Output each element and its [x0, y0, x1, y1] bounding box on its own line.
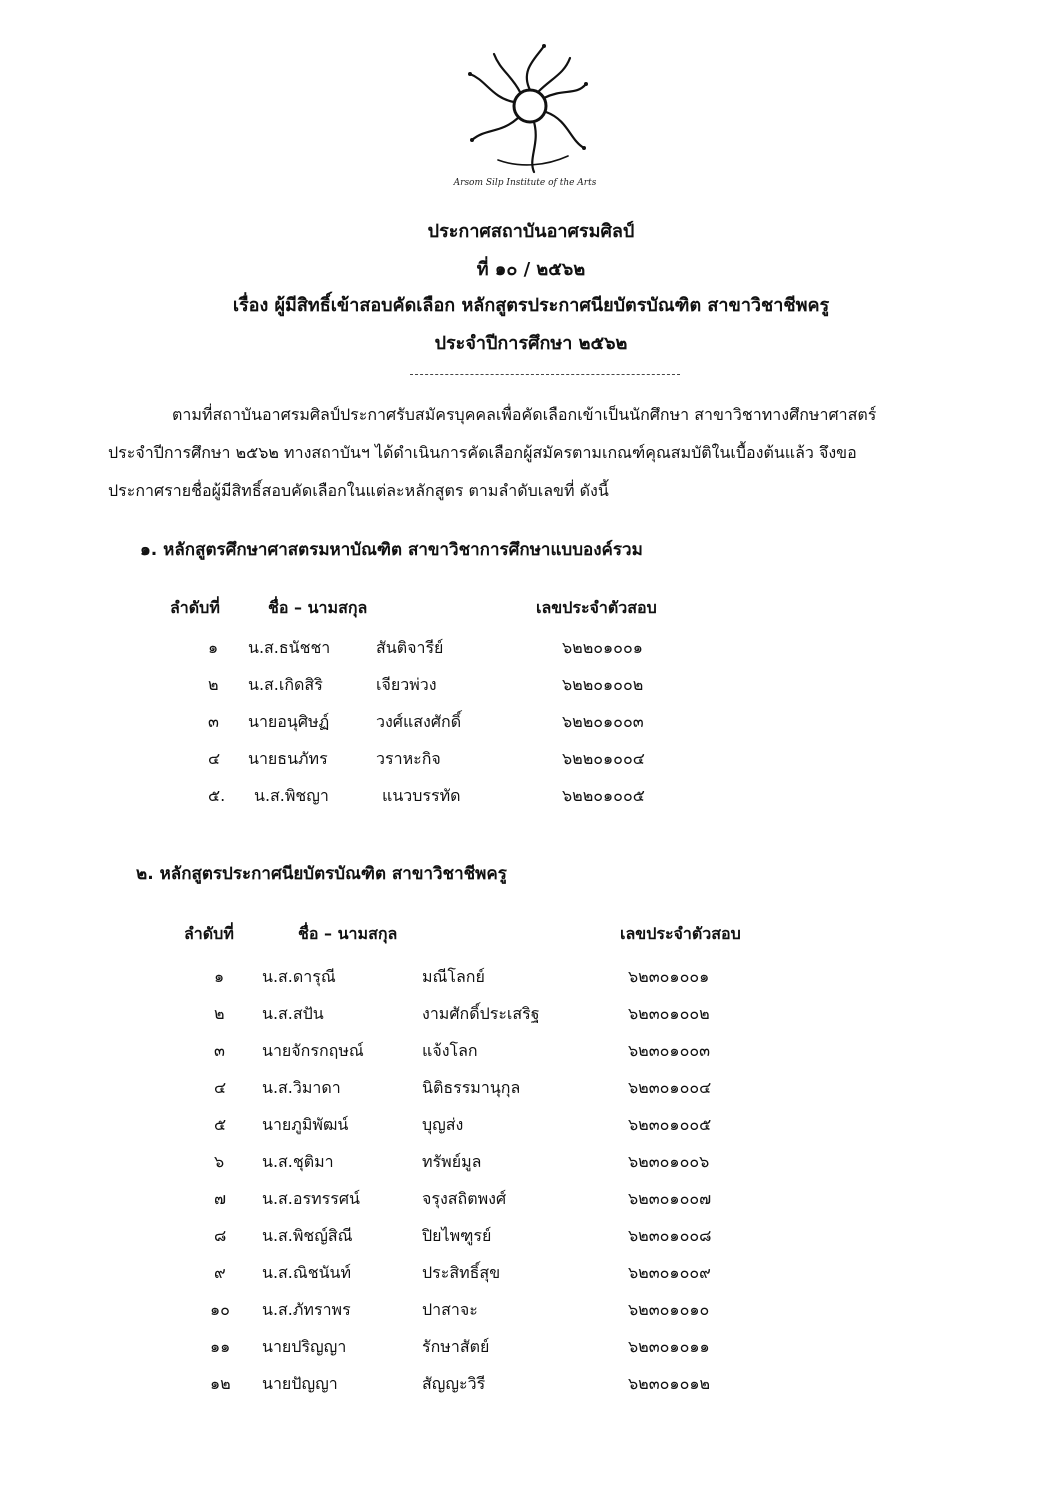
announcement-subject: เรื่อง ผู้มีสิทธิ์เข้าสอบคัดเลือก หลักสูตรประกาศนียบัตรบัณฑิต สาขาวิชาชีพครู [232, 295, 830, 316]
row-number: ๓ [214, 1041, 225, 1060]
row-exam-id: ๖๒๓๐๑๐๐๗ [628, 1189, 712, 1208]
row-exam-id: ๖๒๓๐๑๐๐๕ [628, 1115, 712, 1134]
row-number: ๑ [214, 967, 225, 986]
row-number: ๒ [214, 1004, 225, 1023]
table-row [0, 710, 1062, 746]
intro-line-2: ประจำปีการศึกษา ๒๕๖๒ ทางสถาบันฯ ได้ดำเนินการคัดเลือกผู้สมัครตามเกณฑ์คุณสมบัติในเบื้องต้นแล้ว จึงขอ [108, 443, 857, 462]
row-exam-id: ๖๒๒๐๑๐๐๑ [562, 638, 643, 657]
row-last-name: ปาสาจะ [422, 1300, 478, 1319]
row-first-name: น.ส.สปัน [262, 1004, 324, 1023]
row-last-name: สันติจารีย์ [376, 638, 444, 657]
row-number: ๖ [214, 1152, 225, 1171]
section-1-header-exam-id: เลขประจำตัวสอบ [536, 598, 657, 617]
row-exam-id: ๖๒๒๐๑๐๐๒ [562, 675, 644, 694]
row-first-name: น.ส.อรทรรศน์ [262, 1189, 360, 1208]
intro-line-1: ตามที่สถาบันอาศรมศิลป์ประกาศรับสมัครบุคคลเพื่อคัดเลือกเข้าเป็นนักศึกษา สาขาวิชาทางศึกษาศาสตร์ [172, 405, 877, 424]
row-number: ๕. [208, 786, 226, 805]
row-first-name: นายธนภัทร [248, 749, 328, 768]
row-last-name: แจ้งโลก [422, 1041, 478, 1060]
header-divider [410, 374, 680, 375]
row-last-name: วงศ์แสงศักดิ์ [376, 712, 462, 731]
row-last-name: งามศักดิ์ประเสริฐ [422, 1004, 540, 1023]
row-exam-id: ๖๒๓๐๑๐๑๐ [628, 1300, 710, 1319]
row-exam-id: ๖๒๓๐๑๐๐๖ [628, 1152, 710, 1171]
row-first-name: น.ส.พิชญา [254, 786, 329, 805]
section-2-header-name: ชื่อ – นามสกุล [298, 924, 398, 943]
institute-logo-icon [460, 40, 600, 180]
row-exam-id: ๖๒๓๐๑๐๐๒ [628, 1004, 710, 1023]
section-2-title: ๒. หลักสูตรประกาศนียบัตรบัณฑิต สาขาวิชาชีพครู [136, 864, 507, 884]
row-last-name: เจียวพ่วง [376, 675, 437, 694]
table-row [0, 1150, 1062, 1186]
row-first-name: น.ส.ดารุณี [262, 967, 336, 986]
table-row [0, 1113, 1062, 1149]
row-last-name: วราหะกิจ [376, 749, 441, 768]
logo-caption: Arsom Silp Institute of the Arts [453, 178, 597, 188]
row-exam-id: ๖๒๓๐๑๐๐๙ [628, 1263, 711, 1282]
row-first-name: น.ส.พิชญ์สิณี [262, 1226, 353, 1245]
row-last-name: ทรัพย์มูล [422, 1152, 482, 1171]
table-row [0, 1002, 1062, 1038]
row-exam-id: ๖๒๓๐๑๐๐๘ [628, 1226, 712, 1245]
table-row [0, 784, 1062, 820]
row-number: ๗ [214, 1189, 227, 1208]
row-first-name: น.ส.วิมาดา [262, 1078, 341, 1097]
table-row [0, 1261, 1062, 1297]
table-row [0, 965, 1062, 1001]
announcement-number: ที่ ๑๐ / ๒๕๖๒ [476, 259, 586, 280]
table-row [0, 636, 1062, 672]
announcement-title: ประกาศสถาบันอาศรมศิลป์ [427, 221, 635, 242]
row-exam-id: ๖๒๓๐๑๐๐๔ [628, 1078, 712, 1097]
row-exam-id: ๖๒๒๐๑๐๐๕ [562, 786, 645, 805]
row-number: ๑๑ [210, 1337, 231, 1356]
section-1-header-name: ชื่อ – นามสกุล [268, 598, 368, 617]
row-number: ๔ [214, 1078, 227, 1097]
row-last-name: รักษาสัตย์ [422, 1337, 490, 1356]
section-2-header-no: ลำดับที่ [184, 924, 234, 943]
table-row [0, 1335, 1062, 1371]
table-row [0, 747, 1062, 783]
table-row [0, 1298, 1062, 1334]
row-first-name: น.ส.ชุติมา [262, 1152, 334, 1171]
row-number: ๓ [208, 712, 219, 731]
section-2-header-exam-id: เลขประจำตัวสอบ [620, 924, 741, 943]
row-last-name: มณีโลกย์ [422, 967, 485, 986]
row-exam-id: ๖๒๒๐๑๐๐๔ [562, 749, 645, 768]
academic-year: ประจำปีการศึกษา ๒๕๖๒ [434, 333, 628, 354]
table-row [0, 1187, 1062, 1223]
row-exam-id: ๖๒๓๐๑๐๑๒ [628, 1374, 711, 1393]
row-number: ๕ [214, 1115, 227, 1134]
row-first-name: น.ส.ธนัชชา [248, 638, 331, 657]
row-first-name: นายจักรกฤษณ์ [262, 1041, 364, 1060]
section-1-title: ๑. หลักสูตรศึกษาศาสตรมหาบัณฑิต สาขาวิชาการศึกษาแบบองค์รวม [140, 540, 643, 560]
table-row [0, 1224, 1062, 1260]
row-last-name: แนวบรรทัด [382, 786, 461, 805]
row-last-name: จรุงสถิตพงศ์ [422, 1189, 507, 1208]
row-last-name: นิติธรรมานุกุล [422, 1078, 521, 1097]
row-number: ๑ [208, 638, 219, 657]
row-first-name: นายภูมิพัฒน์ [262, 1115, 349, 1134]
table-row [0, 1076, 1062, 1112]
row-number: ๒ [208, 675, 219, 694]
row-number: ๑๐ [210, 1300, 230, 1319]
row-number: ๘ [214, 1226, 227, 1245]
row-first-name: นายปริญญา [262, 1337, 347, 1356]
row-last-name: สัญญะวิรี [422, 1374, 486, 1393]
row-exam-id: ๖๒๒๐๑๐๐๓ [562, 712, 644, 731]
row-last-name: บุญส่ง [422, 1115, 464, 1134]
section-1-header-no: ลำดับที่ [170, 598, 220, 617]
row-first-name: นายอนุศิษฏ์ [248, 712, 330, 731]
intro-line-3: ประกาศรายชื่อผู้มีสิทธิ์สอบคัดเลือกในแต่ละหลักสูตร ตามลำดับเลขที่ ดังนี้ [108, 481, 609, 500]
table-row [0, 1372, 1062, 1408]
row-exam-id: ๖๒๓๐๑๐๑๑ [628, 1337, 710, 1356]
row-last-name: ปิยไพฑูรย์ [422, 1226, 492, 1245]
table-row [0, 673, 1062, 709]
row-first-name: น.ส.ณิชนันท์ [262, 1263, 351, 1282]
row-first-name: น.ส.เกิดสิริ [248, 675, 323, 694]
row-first-name: น.ส.ภัทราพร [262, 1300, 351, 1319]
row-number: ๙ [214, 1263, 226, 1282]
row-exam-id: ๖๒๓๐๑๐๐๓ [628, 1041, 711, 1060]
intro-paragraph [108, 396, 958, 510]
row-number: ๔ [208, 749, 221, 768]
row-number: ๑๒ [210, 1374, 231, 1393]
row-first-name: นายปัญญา [262, 1374, 338, 1393]
table-row [0, 1039, 1062, 1075]
row-exam-id: ๖๒๓๐๑๐๐๑ [628, 967, 710, 986]
row-last-name: ประสิทธิ์สุข [422, 1263, 501, 1282]
